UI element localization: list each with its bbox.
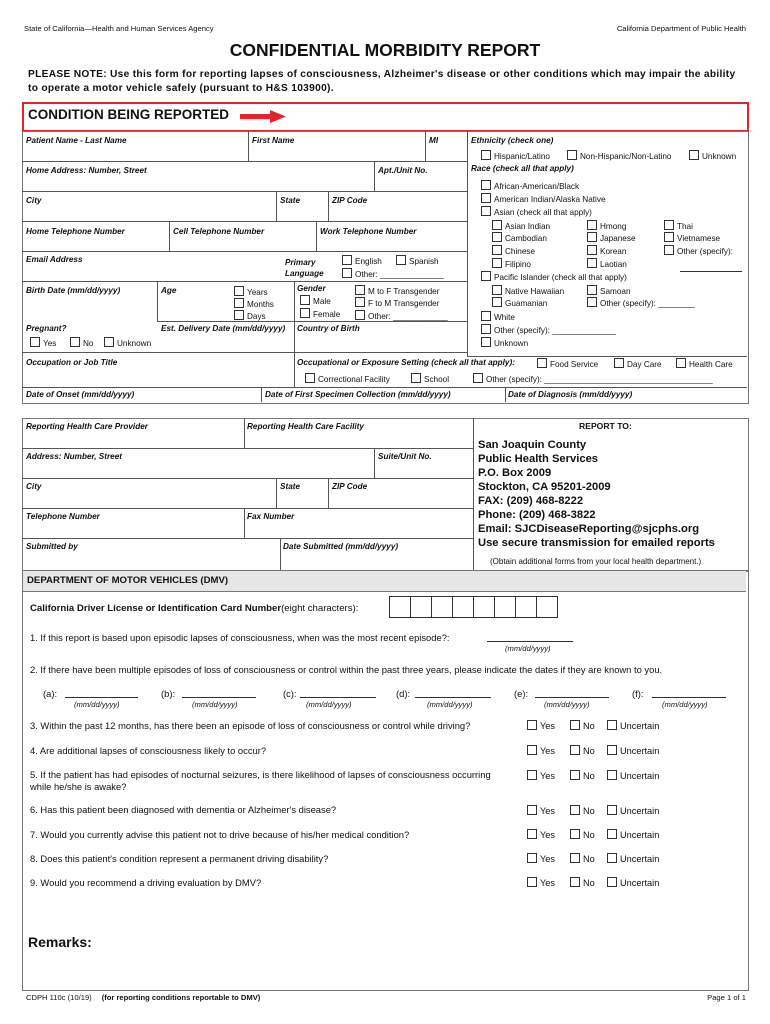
m-to-f-option[interactable]: M to F Transgender: [355, 286, 439, 296]
pregnant-unknown-option[interactable]: Unknown: [104, 338, 151, 348]
arrow-right-icon: [240, 110, 286, 124]
license-char-box[interactable]: [411, 596, 432, 618]
pacific-option[interactable]: Pacific Islander (check all that apply): [481, 272, 627, 282]
report-to-line: FAX: (209) 468-8222: [478, 495, 584, 507]
japanese-option[interactable]: Japanese: [587, 233, 636, 243]
race-other-checkbox[interactable]: [481, 324, 491, 334]
setting-other-option[interactable]: Other (specify): _____________________________________: [473, 374, 713, 384]
q3-uncertain-checkbox[interactable]: [607, 720, 617, 730]
q1-date-line[interactable]: [487, 632, 573, 642]
report-to-heading: REPORT TO:: [579, 421, 632, 431]
q7-uncertain-checkbox[interactable]: [607, 829, 617, 839]
question-6: 6. Has this patient been diagnosed with dementia or Alzheimer's disease?: [30, 804, 337, 815]
samoan-option[interactable]: Samoan: [587, 286, 631, 296]
q8-no-option[interactable]: No: [570, 854, 595, 864]
home-address-label: Home Address: Number, Street: [26, 166, 147, 175]
license-label: California Driver License or Identification Card Number (eight characters):: [30, 603, 359, 614]
cambodian-checkbox[interactable]: [492, 232, 502, 242]
q9-no-option[interactable]: No: [570, 878, 595, 888]
report-to-address: [478, 438, 715, 550]
asian-other-line[interactable]: [680, 262, 742, 272]
license-char-box[interactable]: [537, 596, 558, 618]
q8-uncertain-checkbox[interactable]: [607, 853, 617, 863]
date-c-line[interactable]: [300, 688, 376, 698]
report-to-line: Phone: (209) 468-3822: [478, 509, 596, 521]
hmong-checkbox[interactable]: [587, 220, 597, 230]
report-to-email[interactable]: Email: SJCDiseaseReporting@sjcphs.org: [478, 523, 700, 535]
date-b-line[interactable]: [182, 688, 256, 698]
footer-form: CDPH 110c (10/19) (for reporting conditions reportable to DMV): [26, 993, 261, 1002]
delivery-date-label: Est. Delivery Date (mm/dd/yyyy): [161, 324, 286, 333]
agency-right: California Department of Public Health: [616, 24, 746, 33]
q7-no-option[interactable]: No: [570, 830, 595, 840]
setting-other-checkbox[interactable]: [473, 373, 483, 383]
question-7: 7. Would you currently advise this patient not to drive because of his/her medical condition?: [30, 829, 410, 840]
q3-uncertain-option[interactable]: Uncertain: [607, 721, 659, 731]
provider-state-label: State: [280, 482, 301, 491]
report-to-line: P.O. Box 2009: [478, 467, 552, 479]
male-option[interactable]: Male: [300, 296, 331, 306]
city-label: City: [26, 196, 42, 205]
language-other-option[interactable]: Other: ______________: [342, 269, 444, 279]
english-checkbox[interactable]: [342, 255, 352, 265]
pacific-checkbox[interactable]: [481, 271, 491, 281]
race-unknown-option[interactable]: Unknown: [481, 338, 528, 348]
q4-no-option[interactable]: No: [570, 746, 595, 756]
condition-box[interactable]: [22, 102, 749, 132]
apt-label: Apt./Unit No.: [378, 166, 428, 175]
pregnant-unknown-checkbox[interactable]: [104, 337, 114, 347]
first-specimen-label: Date of First Specimen Collection (mm/dd/yyyy): [265, 390, 451, 399]
zip-label: ZIP Code: [332, 196, 368, 205]
remarks-field[interactable]: [120, 928, 740, 984]
gender-other-option[interactable]: Other: ____________: [355, 311, 448, 321]
food-service-checkbox[interactable]: [537, 358, 547, 368]
correctional-option[interactable]: Correctional Facility: [305, 374, 390, 384]
last-name-label: Patient Name - Last Name: [26, 136, 127, 145]
setting-label: Occupational or Exposure Setting (check all that apply):: [297, 358, 515, 367]
date-c-label: (c):: [283, 688, 297, 699]
q9-no-checkbox[interactable]: [570, 877, 580, 887]
vietnamese-checkbox[interactable]: [664, 232, 674, 242]
q3-yes-checkbox[interactable]: [527, 720, 537, 730]
mi-label: MI: [429, 136, 439, 145]
hmong-option[interactable]: Hmong: [587, 221, 626, 231]
question-8: 8. Does this patient's condition represent a permanent driving disability?: [30, 853, 329, 864]
q5-yes-checkbox[interactable]: [527, 770, 537, 780]
pregnant-no-checkbox[interactable]: [70, 337, 80, 347]
ethnicity-heading: Ethnicity (check one): [471, 136, 554, 145]
report-to-footnote: (Obtain additional forms from your local health department.): [490, 557, 702, 566]
m-to-f-checkbox[interactable]: [355, 285, 365, 295]
f-to-m-checkbox[interactable]: [355, 297, 365, 307]
samoan-checkbox[interactable]: [587, 285, 597, 295]
report-to-line: Use secure transmission for emailed reports: [478, 537, 715, 549]
chinese-option[interactable]: Chinese: [492, 246, 535, 256]
q8-uncertain-option[interactable]: Uncertain: [607, 854, 659, 864]
asian-other-option[interactable]: Other (specify):: [664, 246, 733, 256]
question-2: 2. If there have been multiple episodes of loss of consciousness or control within the past three years, please indicate the dates if they are known to you.: [30, 664, 663, 675]
provider-fax-label: Fax Number: [247, 512, 295, 521]
q6-yes-option[interactable]: Yes: [527, 806, 555, 816]
hispanic-option[interactable]: Hispanic/Latino: [481, 151, 550, 161]
q6-uncertain-checkbox[interactable]: [607, 805, 617, 815]
hispanic-checkbox[interactable]: [481, 150, 491, 160]
remarks-label: Remarks:: [28, 934, 92, 950]
q7-uncertain-option[interactable]: Uncertain: [607, 830, 659, 840]
language-label: Primary Language: [285, 258, 324, 278]
note-text: PLEASE NOTE: Use this form for reporting lapses of consciousness, Alzheimer's disease or other conditions which may impair the ability to operate a motor vehicle safely (pursuant to H&S 103900).: [28, 69, 736, 94]
q6-yes-checkbox[interactable]: [527, 805, 537, 815]
page-number: Page 1 of 1: [707, 993, 746, 1002]
date-f-label: (f):: [632, 688, 644, 699]
q8-no-checkbox[interactable]: [570, 853, 580, 863]
birth-date-label: Birth Date (mm/dd/yyyy): [26, 286, 121, 295]
laotian-option[interactable]: Laotian: [587, 259, 627, 269]
q5-yes-option[interactable]: Yes: [527, 771, 555, 781]
q5-no-option[interactable]: No: [570, 771, 595, 781]
school-option[interactable]: School: [411, 374, 449, 384]
race-heading: Race (check all that apply): [471, 164, 574, 173]
f-to-m-option[interactable]: F to M Transgender: [355, 298, 439, 308]
years-checkbox[interactable]: [234, 286, 244, 296]
days-option[interactable]: Days: [234, 311, 266, 321]
q9-yes-checkbox[interactable]: [527, 877, 537, 887]
home-phone-label: Home Telephone Number: [26, 227, 125, 236]
native-hawaiian-option[interactable]: Native Hawaiian: [492, 286, 564, 296]
filipino-option[interactable]: Filipino: [492, 259, 531, 269]
day-care-option[interactable]: Day Care: [614, 359, 662, 369]
agency-left: State of California—Health and Human Services Agency: [24, 24, 214, 33]
q4-yes-option[interactable]: Yes: [527, 746, 555, 756]
q9-uncertain-option[interactable]: Uncertain: [607, 878, 659, 888]
date-e-label: (e):: [514, 688, 529, 699]
asian-other-checkbox[interactable]: [664, 245, 674, 255]
q7-yes-checkbox[interactable]: [527, 829, 537, 839]
date-b-format: (mm/dd/yyyy): [192, 700, 238, 709]
pregnant-yes-option[interactable]: Yes: [30, 338, 56, 348]
question-9: 9. Would you recommend a driving evaluation by DMV?: [30, 877, 262, 888]
korean-checkbox[interactable]: [587, 245, 597, 255]
provider-telephone-label: Telephone Number: [26, 512, 100, 521]
asian-indian-option[interactable]: Asian Indian: [492, 221, 550, 231]
q4-uncertain-checkbox[interactable]: [607, 745, 617, 755]
korean-option[interactable]: Korean: [587, 246, 626, 256]
date-d-format: (mm/dd/yyyy): [427, 700, 473, 709]
white-checkbox[interactable]: [481, 311, 491, 321]
condition-heading: CONDITION BEING REPORTED: [28, 107, 230, 122]
african-checkbox[interactable]: [481, 180, 491, 190]
pacific-other-option[interactable]: Other (specify): ________: [587, 298, 695, 308]
question-5: 5. If the patient has had episodes of nocturnal seizures, is there likelihood of lapses of consciousness occurring while he/she is awake?: [30, 769, 491, 792]
first-name-label: First Name: [252, 136, 295, 145]
page-title: CONFIDENTIAL MORBIDITY REPORT: [229, 40, 541, 60]
dmv-heading: DEPARTMENT OF MOTOR VEHICLES (DMV): [27, 575, 229, 586]
age-label: Age: [161, 286, 177, 295]
date-b-label: (b):: [161, 688, 176, 699]
american-indian-option[interactable]: American Indian/Alaska Native: [481, 194, 606, 204]
ethnicity-unknown-option[interactable]: Unknown: [689, 151, 736, 161]
q1-date-format: (mm/dd/yyyy): [505, 644, 551, 653]
female-checkbox[interactable]: [300, 308, 310, 318]
food-service-option[interactable]: Food Service: [537, 359, 598, 369]
pregnant-no-option[interactable]: No: [70, 338, 93, 348]
date-f-line[interactable]: [652, 688, 726, 698]
pregnant-label: Pregnant?: [26, 324, 67, 333]
date-f-format: (mm/dd/yyyy): [662, 700, 708, 709]
q3-yes-option[interactable]: Yes: [527, 721, 555, 731]
days-checkbox[interactable]: [234, 310, 244, 320]
spanish-option[interactable]: Spanish: [396, 256, 439, 266]
q6-no-option[interactable]: No: [570, 806, 595, 816]
q3-no-checkbox[interactable]: [570, 720, 580, 730]
months-option[interactable]: Months: [234, 299, 274, 309]
q4-yes-checkbox[interactable]: [527, 745, 537, 755]
gender-label: Gender: [297, 284, 326, 293]
report-to-line: San Joaquin County: [478, 439, 587, 451]
race-unknown-checkbox[interactable]: [481, 337, 491, 347]
male-checkbox[interactable]: [300, 295, 310, 305]
q6-uncertain-option[interactable]: Uncertain: [607, 806, 659, 816]
facility-label: Reporting Health Care Facility: [247, 422, 364, 431]
health-care-option[interactable]: Health Care: [676, 359, 733, 369]
report-to-line: Stockton, CA 95201-2009: [478, 481, 611, 493]
day-care-checkbox[interactable]: [614, 358, 624, 368]
q8-yes-option[interactable]: Yes: [527, 854, 555, 864]
q7-no-checkbox[interactable]: [570, 829, 580, 839]
q8-yes-checkbox[interactable]: [527, 853, 537, 863]
provider-zip-label: ZIP Code: [332, 482, 368, 491]
q4-uncertain-option[interactable]: Uncertain: [607, 746, 659, 756]
non-hispanic-option[interactable]: Non-Hispanic/Non-Latino: [567, 151, 671, 161]
q5-uncertain-option[interactable]: Uncertain: [607, 771, 659, 781]
japanese-checkbox[interactable]: [587, 232, 597, 242]
cell-phone-label: Cell Telephone Number: [173, 227, 265, 236]
license-char-box[interactable]: [453, 596, 474, 618]
gender-other-checkbox[interactable]: [355, 310, 365, 320]
q9-yes-option[interactable]: Yes: [527, 878, 555, 888]
race-other-option[interactable]: Other (specify): ______________: [481, 325, 616, 335]
asian-indian-checkbox[interactable]: [492, 220, 502, 230]
q7-yes-option[interactable]: Yes: [527, 830, 555, 840]
state-label: State: [280, 196, 301, 205]
language-other-checkbox[interactable]: [342, 268, 352, 278]
vietnamese-option[interactable]: Vietnamese: [664, 233, 720, 243]
non-hispanic-checkbox[interactable]: [567, 150, 577, 160]
correctional-checkbox[interactable]: [305, 373, 315, 383]
suite-label: Suite/Unit No.: [378, 452, 432, 461]
female-option[interactable]: Female: [300, 309, 340, 319]
question-3: 3. Within the past 12 months, has there been an episode of loss of consciousness or control while driving?: [30, 720, 471, 731]
african-option[interactable]: African-American/Black: [481, 181, 579, 191]
thai-option[interactable]: Thai: [664, 221, 693, 231]
q4-no-checkbox[interactable]: [570, 745, 580, 755]
license-char-box[interactable]: [389, 596, 411, 618]
report-to-line: Public Health Services: [478, 453, 599, 465]
months-checkbox[interactable]: [234, 298, 244, 308]
filipino-checkbox[interactable]: [492, 258, 502, 268]
question-4: 4. Are additional lapses of consciousness likely to occur?: [30, 745, 267, 756]
q5-no-checkbox[interactable]: [570, 770, 580, 780]
date-e-line[interactable]: [535, 688, 609, 698]
q9-uncertain-checkbox[interactable]: [607, 877, 617, 887]
occupation-label: Occupation or Job Title: [26, 358, 118, 367]
dmv-header: [23, 571, 746, 592]
school-checkbox[interactable]: [411, 373, 421, 383]
pregnant-yes-checkbox[interactable]: [30, 337, 40, 347]
question-1: 1. If this report is based upon episodic lapses of consciousness, when was the most recent episode?:: [30, 632, 450, 643]
date-d-line[interactable]: [415, 688, 491, 698]
years-option[interactable]: Years: [234, 287, 268, 297]
license-char-box[interactable]: [474, 596, 495, 618]
american-indian-checkbox[interactable]: [481, 193, 491, 203]
laotian-checkbox[interactable]: [587, 258, 597, 268]
license-char-box[interactable]: [495, 596, 516, 618]
date-a-format: (mm/dd/yyyy): [74, 700, 120, 709]
license-char-box[interactable]: [516, 596, 537, 618]
chinese-checkbox[interactable]: [492, 245, 502, 255]
white-option[interactable]: White: [481, 312, 515, 322]
date-d-label: (d):: [396, 688, 411, 699]
work-phone-label: Work Telephone Number: [320, 227, 417, 236]
q5-uncertain-checkbox[interactable]: [607, 770, 617, 780]
license-char-box[interactable]: [432, 596, 453, 618]
diagnosis-date-label: Date of Diagnosis (mm/dd/yyyy): [508, 390, 633, 399]
date-a-label: (a):: [43, 688, 58, 699]
date-submitted-label: Date Submitted (mm/dd/yyyy): [283, 542, 399, 551]
onset-date-label: Date of Onset (mm/dd/yyyy): [26, 390, 135, 399]
pacific-other-checkbox[interactable]: [587, 297, 597, 307]
asian-option[interactable]: Asian (check all that apply): [481, 207, 592, 217]
guamanian-option[interactable]: Guamanian: [492, 298, 547, 308]
date-c-format: (mm/dd/yyyy): [306, 700, 352, 709]
english-option[interactable]: English: [342, 256, 382, 266]
thai-checkbox[interactable]: [664, 220, 674, 230]
provider-label: Reporting Health Care Provider: [26, 422, 148, 431]
guamanian-checkbox[interactable]: [492, 297, 502, 307]
country-birth-label: Country of Birth: [297, 324, 360, 333]
q3-no-option[interactable]: No: [570, 721, 595, 731]
license-number-boxes[interactable]: [389, 596, 558, 618]
email-label: Email Address: [26, 255, 83, 264]
provider-city-label: City: [26, 482, 42, 491]
native-hawaiian-checkbox[interactable]: [492, 285, 502, 295]
date-a-line[interactable]: [65, 688, 138, 698]
provider-address-label: Address: Number, Street: [26, 452, 123, 461]
submitted-by-label: Submitted by: [26, 542, 78, 551]
cambodian-option[interactable]: Cambodian: [492, 233, 547, 243]
ethnicity-unknown-checkbox[interactable]: [689, 150, 699, 160]
q6-no-checkbox[interactable]: [570, 805, 580, 815]
health-care-checkbox[interactable]: [676, 358, 686, 368]
spanish-checkbox[interactable]: [396, 255, 406, 265]
asian-checkbox[interactable]: [481, 206, 491, 216]
date-e-format: (mm/dd/yyyy): [544, 700, 590, 709]
